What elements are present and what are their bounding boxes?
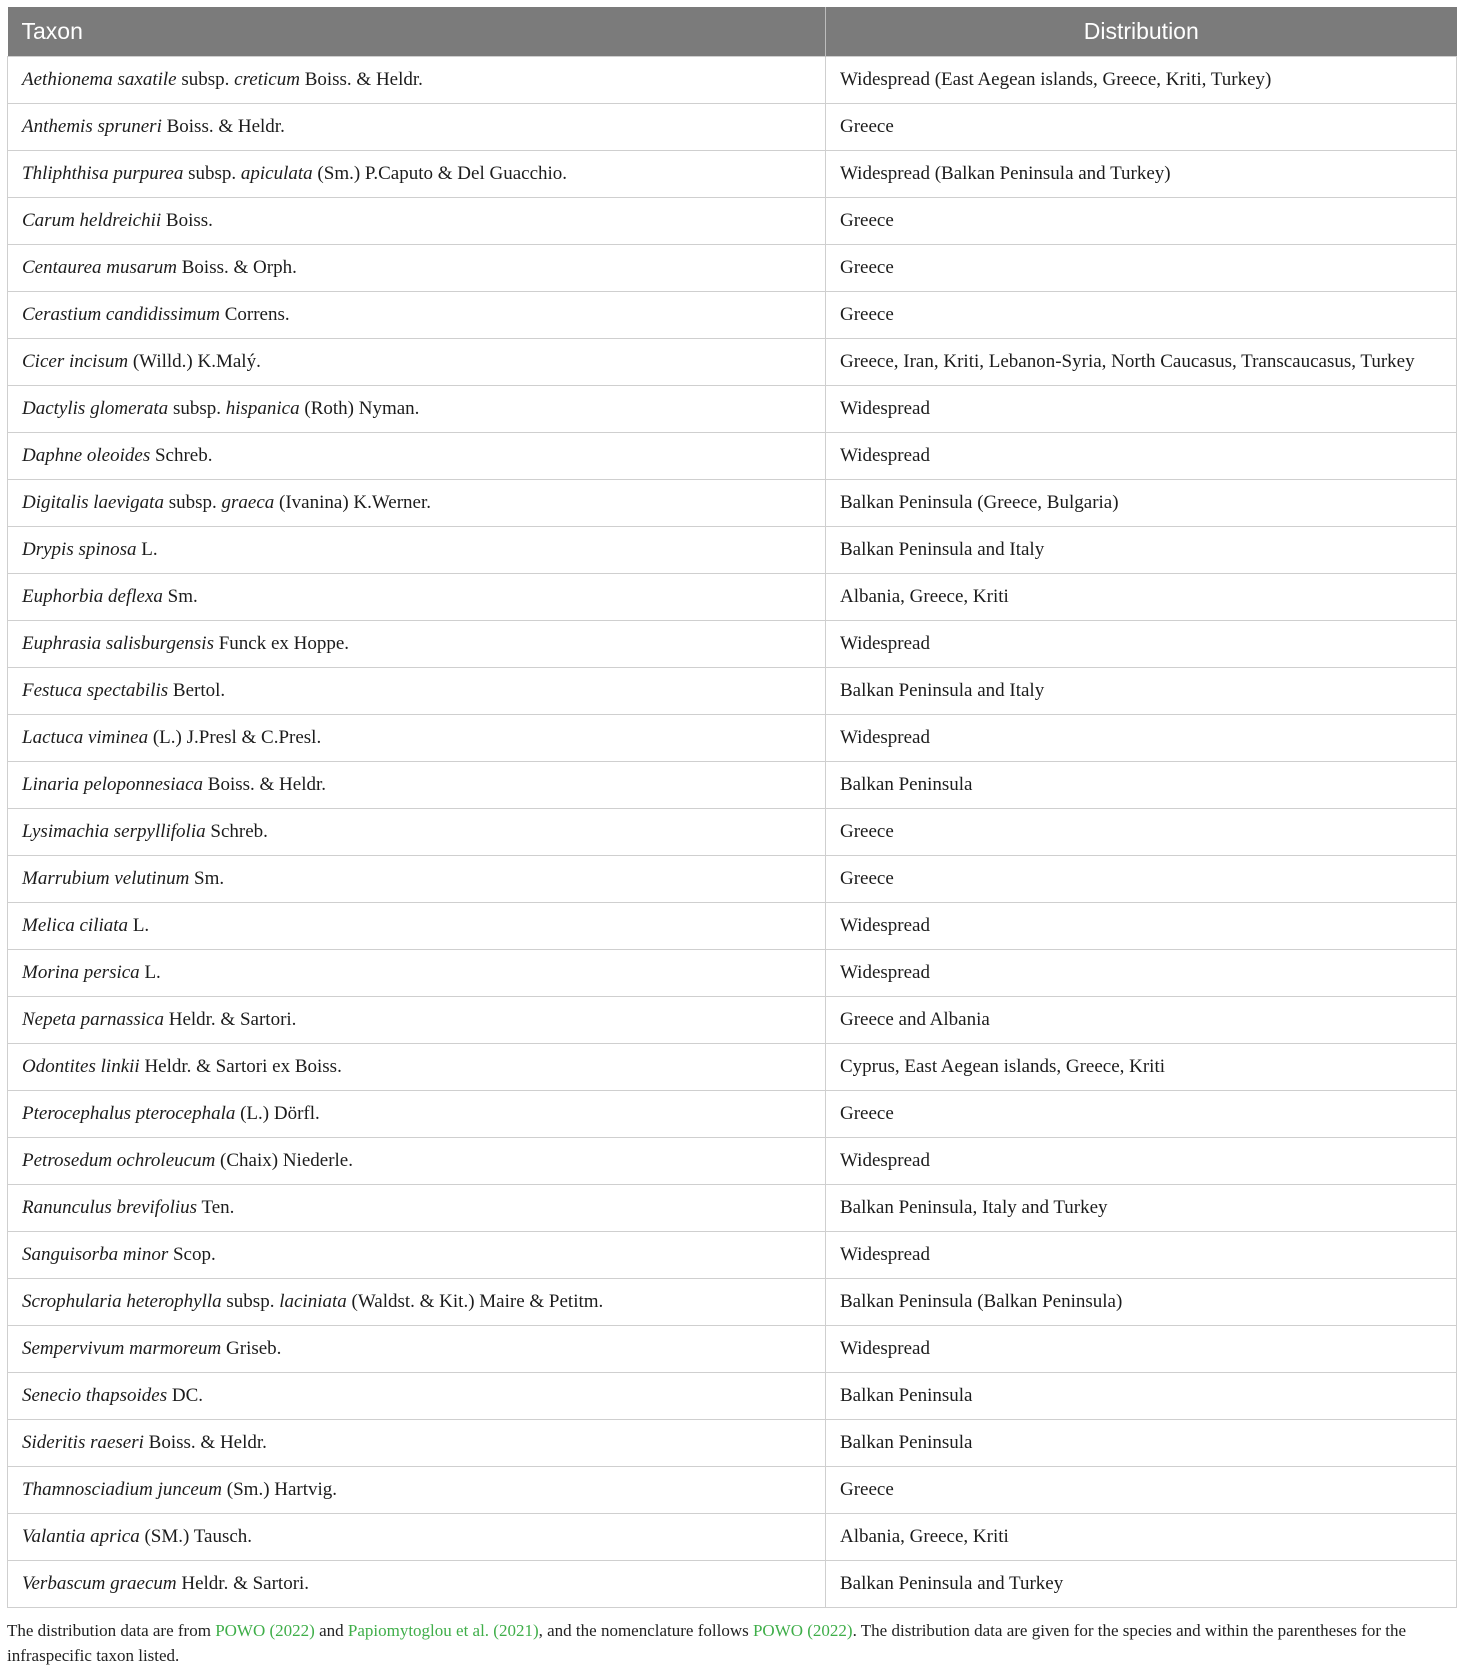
taxon-cell xyxy=(8,997,826,1044)
taxon-name-italic: laciniata xyxy=(279,1291,347,1312)
distribution-cell: Widespread xyxy=(826,950,1457,997)
taxon-table-container xyxy=(7,7,1456,1608)
taxon-cell xyxy=(8,1373,826,1420)
distribution-cell: Widespread xyxy=(826,1326,1457,1373)
distribution-cell: Albania, Greece, Kriti xyxy=(826,574,1457,621)
taxon-cell xyxy=(8,1138,826,1185)
table-row xyxy=(8,1279,1457,1326)
taxon-cell xyxy=(8,1561,826,1608)
taxon-name-italic: Lysimachia serpyllifolia xyxy=(22,821,206,842)
table-row xyxy=(8,57,1457,104)
taxon-name-italic: Pterocephalus pterocephala xyxy=(22,1103,236,1124)
header-taxon: Taxon xyxy=(8,7,826,57)
taxon-name-text: L. xyxy=(139,962,161,983)
distribution-cell: Widespread xyxy=(826,621,1457,668)
distribution-cell: Balkan Peninsula and Turkey xyxy=(826,1561,1457,1608)
taxon-name-italic: Thliphthisa purpurea xyxy=(22,163,184,184)
taxon-cell xyxy=(8,151,826,198)
table-row xyxy=(8,809,1457,856)
taxon-name-italic: Dactylis glomerata xyxy=(22,398,169,419)
taxon-cell xyxy=(8,1420,826,1467)
taxon-cell xyxy=(8,856,826,903)
distribution-cell: Balkan Peninsula xyxy=(826,762,1457,809)
taxon-name-text: subsp. xyxy=(183,163,241,184)
table-row xyxy=(8,1044,1457,1091)
distribution-cell: Greece xyxy=(826,1467,1457,1514)
taxon-name-text: Correns. xyxy=(219,304,290,325)
taxon-cell xyxy=(8,386,826,433)
taxon-name-italic: Sanguisorba minor xyxy=(22,1244,169,1265)
taxon-cell xyxy=(8,1044,826,1091)
footnote-text: The distribution data are from xyxy=(7,1621,216,1640)
reference-link[interactable]: Papiomytoglou et al. (2021) xyxy=(347,1621,539,1640)
distribution-cell: Greece xyxy=(826,292,1457,339)
table-row xyxy=(8,762,1457,809)
taxon-name-text: (SM.) Tausch. xyxy=(139,1526,253,1547)
table-row xyxy=(8,386,1457,433)
taxon-name-text: Bertol. xyxy=(168,680,226,701)
taxon-name-text: Scop. xyxy=(168,1244,216,1265)
taxon-name-italic: graeca xyxy=(221,492,275,513)
table-row xyxy=(8,104,1457,151)
taxon-name-italic: Drypis spinosa xyxy=(22,539,137,560)
taxon-name-italic: creticum xyxy=(234,69,300,90)
taxon-cell xyxy=(8,1279,826,1326)
table-row xyxy=(8,1467,1457,1514)
taxon-name-italic: Carum heldreichii xyxy=(22,210,162,231)
taxon-cell xyxy=(8,809,826,856)
distribution-cell: Greece and Albania xyxy=(826,997,1457,1044)
footnote-text: . The distribution data are given for the species and within the parentheses for the infraspecific taxon listed. xyxy=(7,1621,1407,1665)
taxon-cell xyxy=(8,574,826,621)
taxon-name-text: Heldr. & Sartori. xyxy=(163,1009,297,1030)
taxon-name-text: L. xyxy=(136,539,158,560)
taxon-cell xyxy=(8,621,826,668)
footnote-text: , and the nomenclature follows xyxy=(538,1621,753,1640)
table-row xyxy=(8,1373,1457,1420)
taxon-name-text: (Willd.) K.Malý. xyxy=(128,351,261,372)
taxon-name-text: Boiss. & Heldr. xyxy=(161,116,285,137)
header-distribution: Distribution xyxy=(826,7,1457,57)
table-row xyxy=(8,1514,1457,1561)
distribution-cell: Widespread xyxy=(826,433,1457,480)
distribution-cell: Widespread xyxy=(826,715,1457,762)
taxon-cell xyxy=(8,1326,826,1373)
taxon-name-text: Ten. xyxy=(197,1197,235,1218)
taxon-name-text: (Sm.) Hartvig. xyxy=(222,1479,338,1500)
taxon-name-text: Griseb. xyxy=(221,1338,282,1359)
taxon-name-text: subsp. xyxy=(168,398,226,419)
table-row xyxy=(8,1326,1457,1373)
taxon-name-italic: Sempervivum marmoreum xyxy=(22,1338,222,1359)
taxon-name-text: Boiss. & Heldr. xyxy=(299,69,423,90)
taxon-name-text: L. xyxy=(128,915,150,936)
taxon-distribution-table xyxy=(7,7,1457,1608)
taxon-cell xyxy=(8,1185,826,1232)
taxon-name-italic: Cicer incisum xyxy=(22,351,129,372)
taxon-cell xyxy=(8,527,826,574)
taxon-name-text: (Sm.) P.Caputo & Del Guacchio. xyxy=(312,163,568,184)
taxon-name-italic: Anthemis spruneri xyxy=(22,116,162,137)
table-row xyxy=(8,433,1457,480)
taxon-name-italic: Festuca spectabilis xyxy=(22,680,169,701)
table-row xyxy=(8,997,1457,1044)
taxon-name-text: Boiss. & Orph. xyxy=(177,257,297,278)
distribution-cell: Balkan Peninsula and Italy xyxy=(826,527,1457,574)
taxon-name-italic: apiculata xyxy=(240,163,313,184)
table-row xyxy=(8,339,1457,386)
table-row xyxy=(8,1420,1457,1467)
taxon-cell xyxy=(8,57,826,104)
table-row xyxy=(8,1561,1457,1608)
taxon-name-italic: Marrubium velutinum xyxy=(22,868,190,889)
table-row xyxy=(8,292,1457,339)
taxon-name-text: (Waldst. & Kit.) Maire & Petitm. xyxy=(346,1291,604,1312)
distribution-cell: Greece xyxy=(826,1091,1457,1138)
taxon-name-italic: Centaurea musarum xyxy=(22,257,177,278)
taxon-cell xyxy=(8,292,826,339)
taxon-name-italic: Scrophularia heterophylla xyxy=(22,1291,222,1312)
taxon-cell xyxy=(8,104,826,151)
taxon-cell xyxy=(8,715,826,762)
distribution-cell: Widespread xyxy=(826,1138,1457,1185)
taxon-cell xyxy=(8,1514,826,1561)
taxon-name-text: Boiss. & Heldr. xyxy=(143,1432,267,1453)
taxon-cell xyxy=(8,198,826,245)
taxon-cell xyxy=(8,762,826,809)
taxon-cell xyxy=(8,480,826,527)
taxon-name-text: (L.) J.Presl & C.Presl. xyxy=(148,727,322,748)
taxon-name-text: (Roth) Nyman. xyxy=(299,398,420,419)
taxon-name-text: Heldr. & Sartori. xyxy=(176,1573,310,1594)
taxon-name-italic: Euphrasia salisburgensis xyxy=(22,633,214,654)
table-row xyxy=(8,1232,1457,1279)
table-row xyxy=(8,151,1457,198)
distribution-cell: Widespread (Balkan Peninsula and Turkey) xyxy=(826,151,1457,198)
distribution-cell: Albania, Greece, Kriti xyxy=(826,1514,1457,1561)
distribution-cell: Balkan Peninsula, Italy and Turkey xyxy=(826,1185,1457,1232)
table-row xyxy=(8,856,1457,903)
taxon-name-text: (Ivanina) K.Werner. xyxy=(274,492,432,513)
distribution-cell: Greece xyxy=(826,104,1457,151)
distribution-cell: Greece xyxy=(826,809,1457,856)
reference-link[interactable]: POWO (2022) xyxy=(752,1621,853,1640)
distribution-cell: Greece xyxy=(826,856,1457,903)
footnote-text: and xyxy=(314,1621,348,1640)
taxon-cell xyxy=(8,433,826,480)
table-row xyxy=(8,1091,1457,1138)
taxon-name-italic: Nepeta parnassica xyxy=(22,1009,164,1030)
taxon-cell xyxy=(8,1467,826,1514)
taxon-name-text: (L.) Dörfl. xyxy=(235,1103,320,1124)
taxon-name-italic: Sideritis raeseri xyxy=(22,1432,144,1453)
taxon-cell xyxy=(8,245,826,292)
taxon-name-text: Funck ex Hoppe. xyxy=(213,633,350,654)
taxon-cell xyxy=(8,668,826,715)
distribution-cell: Balkan Peninsula (Balkan Peninsula) xyxy=(826,1279,1457,1326)
taxon-name-text: subsp. xyxy=(163,492,222,513)
taxon-name-italic: Petrosedum ochroleucum xyxy=(22,1150,216,1171)
taxon-cell xyxy=(8,1091,826,1138)
distribution-cell: Balkan Peninsula and Italy xyxy=(826,668,1457,715)
table-row xyxy=(8,950,1457,997)
taxon-name-italic: Odontites linkii xyxy=(22,1056,140,1077)
table-row xyxy=(8,574,1457,621)
taxon-name-italic: Verbascum graecum xyxy=(22,1573,177,1594)
distribution-cell: Balkan Peninsula (Greece, Bulgaria) xyxy=(826,480,1457,527)
taxon-name-text: Heldr. & Sartori ex Boiss. xyxy=(139,1056,342,1077)
taxon-name-text: Schreb. xyxy=(205,821,268,842)
taxon-name-italic: Digitalis laevigata xyxy=(22,492,164,513)
distribution-cell: Widespread xyxy=(826,1232,1457,1279)
distribution-cell: Balkan Peninsula xyxy=(826,1420,1457,1467)
table-row xyxy=(8,480,1457,527)
taxon-name-text: Schreb. xyxy=(150,445,213,466)
reference-link[interactable]: POWO (2022) xyxy=(215,1621,315,1640)
table-row xyxy=(8,903,1457,950)
taxon-name-italic: Daphne oleoides xyxy=(22,445,151,466)
table-row xyxy=(8,1138,1457,1185)
taxon-name-italic: Linaria peloponnesiaca xyxy=(22,774,204,795)
table-row xyxy=(8,668,1457,715)
distribution-cell: Widespread xyxy=(826,386,1457,433)
table-row xyxy=(8,527,1457,574)
table-footnote xyxy=(7,1618,1456,1668)
taxon-name-italic: Aethionema saxatile xyxy=(22,69,177,90)
taxon-name-italic: Melica ciliata xyxy=(22,915,129,936)
taxon-name-text: Boiss. xyxy=(161,210,213,231)
distribution-cell: Cyprus, East Aegean islands, Greece, Kriti xyxy=(826,1044,1457,1091)
table-row xyxy=(8,198,1457,245)
taxon-name-italic: Morina persica xyxy=(22,962,140,983)
table-row xyxy=(8,621,1457,668)
distribution-cell: Greece xyxy=(826,245,1457,292)
taxon-cell xyxy=(8,950,826,997)
taxon-name-italic: Ranunculus brevifolius xyxy=(22,1197,198,1218)
distribution-cell: Greece xyxy=(826,198,1457,245)
taxon-cell xyxy=(8,339,826,386)
distribution-cell: Widespread xyxy=(826,903,1457,950)
taxon-name-text: (Chaix) Niederle. xyxy=(215,1150,353,1171)
distribution-cell: Balkan Peninsula xyxy=(826,1373,1457,1420)
taxon-name-italic: Senecio thapsoides xyxy=(22,1385,168,1406)
taxon-cell xyxy=(8,903,826,950)
distribution-cell: Widespread (East Aegean islands, Greece, Kriti, Turkey) xyxy=(826,57,1457,104)
taxon-name-text: DC. xyxy=(167,1385,204,1406)
table-header-row xyxy=(8,7,1457,57)
taxon-name-text: Boiss. & Heldr. xyxy=(203,774,327,795)
taxon-name-italic: Cerastium candidissimum xyxy=(22,304,220,325)
table-row xyxy=(8,1185,1457,1232)
taxon-name-italic: hispanica xyxy=(225,398,300,419)
table-row xyxy=(8,245,1457,292)
taxon-name-text: Sm. xyxy=(189,868,225,889)
table-row xyxy=(8,715,1457,762)
distribution-cell: Greece, Iran, Kriti, Lebanon-Syria, North Caucasus, Transcaucasus, Turkey xyxy=(826,339,1457,386)
table-body xyxy=(8,57,1457,1608)
taxon-name-text: Sm. xyxy=(162,586,198,607)
taxon-name-italic: Thamnosciadium junceum xyxy=(22,1479,223,1500)
taxon-name-italic: Euphorbia deflexa xyxy=(22,586,163,607)
taxon-name-italic: Valantia aprica xyxy=(22,1526,140,1547)
taxon-name-text: subsp. xyxy=(221,1291,280,1312)
taxon-cell xyxy=(8,1232,826,1279)
taxon-name-italic: Lactuca viminea xyxy=(22,727,149,748)
taxon-name-text: subsp. xyxy=(176,69,235,90)
